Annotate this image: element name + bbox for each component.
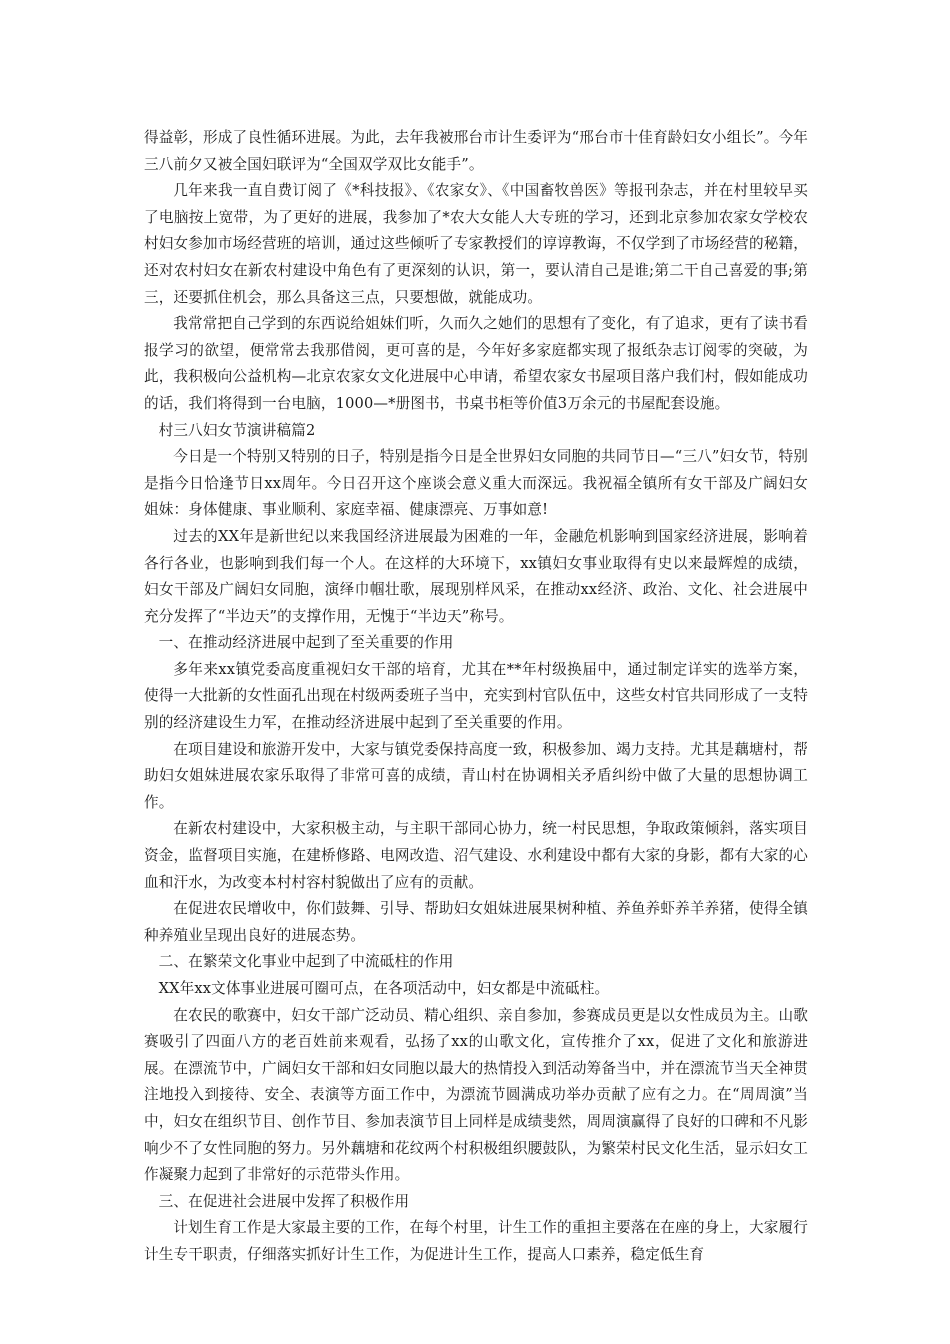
subheading: 二、在繁荣文化事业中起到了中流砥柱的作用 [158,953,454,971]
paragraph: 多年来xx镇党委高度重视妇女干部的培育，尤其在**年村级换届中，通过制定详实的选举方案，使得一大批新的女性面孔出现在村级两委班子当中，充实到村官队伍中，这些女村官共同形成了一支特别的经济建设生力军，在推动经济进展中起到了至关重要的作用。 [144,660,808,732]
paragraph: 得益彰，形成了良性循环进展。为此，去年我被邢台市计生委评为“邢台市十佳育龄妇女小组长”。今年三八前夕又被全国妇联评为“全国双学双比女能手”。 [144,129,808,173]
paragraph: 过去的XX年是新世纪以来我国经济进展最为困难的一年，金融危机影响到国家经济进展，影响着各行各业，也影响到我们每一个人。在这样的大环境下，xx镇妇女事业取得有史以来最辉煌的成绩，妇女干部及广阔妇女同胞，演绎巾帼壮歌，展现别样风采，在推动xx经济、政治、文化、社会进展中充分发挥了“半边天”的支撑作用，无愧于“半边天”称号。 [144,527,808,625]
subheading: 一、在推动经济进展中起到了至关重要的作用 [158,634,454,652]
paragraph: XX年xx文体事业进展可圈可点，在各项活动中，妇女都是中流砥柱。 [158,980,610,997]
paragraph: 今日是一个特别又特别的日子，特别是指今日是全世界妇女同胞的共同节日—“三八”妇女节，特别是指今日恰逢节日xx周年。今日召开这个座谈会意义重大而深远。我祝福全镇所有女干部及广阔妇女姐妹：身体健康、事业顺利、家庭幸福、健康漂亮、万事如意! [144,448,808,519]
subheading: 三、在促进社会进展中发挥了积极作用 [158,1192,410,1210]
paragraph: 在新农村建设中，大家积极主动，与主职干部同心协力，统一村民思想，争取政策倾斜，落实项目资金，监督项目实施，在建桥修路、电网改造、沼气建设、水利建设中都有大家的身影，都有大家的心血和汗水，为改变本村村容村貌做出了应有的贡献。 [144,820,808,891]
paragraph: 我常常把自己学到的东西说给姐妹们听，久而久之她们的思想有了变化，有了追求，更有了读书看报学习的欲望，便常常去我那借阅，更可喜的是，今年好多家庭都实现了报纸杂志订阅零的突破，为此，我积极向公益机构—北京农家女文化进展中心申请，希望农家女书屋项目落户我们村，假如能成功的话，我们将得到一台电脑，1000—*册图书，书桌书柜等价值3万余元的书屋配套设施。 [144,315,808,412]
paragraph: 计划生育工作是大家最主要的工作，在每个村里，计生工作的重担主要落在在座的身上，大家履行计生专干职责，仔细落实抓好计生工作，为促进计生工作，提高人口素养，稳定低生育 [144,1219,808,1263]
section-title: 村三八妇女节演讲稿篇2 [158,421,316,439]
paragraph: 几年来我一直自费订阅了《*科技报》、《农家女》、《中国畜牧兽医》等报刊杂志，并在村里较早买了电脑按上宽带，为了更好的进展，我参加了*农大女能人大专班的学习，还到北京参加农家女学校农村妇女参加市场经营班的培训，通过这些倾听了专家教授们的谆谆教诲，不仅学到了市场经营的秘籍，还对农村妇女在新农村建设中角色有了更深刻的认识，第一，要认清自己是谁;第二干自己喜爱的事;第三，还要抓住机会，那么具备这三点，只要想做，就能成功。 [144,182,808,306]
document-body [144,125,808,1269]
paragraph: 在项目建设和旅游开发中，大家与镇党委保持高度一致，积极参加、竭力支持。尤其是藕塘村，帮助妇女姐妹进展农家乐取得了非常可喜的成绩，青山村在协调相关矛盾纠纷中做了大量的思想协调工作。 [144,740,808,811]
paragraph: 在农民的歌赛中，妇女干部广泛动员、精心组织、亲自参加，参赛成员更是以女性成员为主。山歌赛吸引了四面八方的老百姓前来观看，弘扬了xx的山歌文化，宣传推介了xx，促进了文化和旅游进展。在漂流节中，广阔妇女干部和妇女同胞以最大的热情投入到活动筹备当中，并在漂流节当天全神贯注地投入到接待、安全、表演等方面工作中，为漂流节圆满成功举办贡献了应有之力。在“周周演”当中，妇女在组织节目、创作节目、参加表演节目上同样是成绩斐然，周周演赢得了良好的口碑和不凡影响少不了女性同胞的努力。另外藕塘和花纹两个村积极组织腰鼓队，为繁荣村民文化生活，显示妇女工作凝聚力起到了非常好的示范带头作用。 [144,1006,808,1184]
paragraph: 在促进农民增收中，你们鼓舞、引导、帮助妇女姐妹进展果树种植、养鱼养虾养羊养猪，使得全镇种养殖业呈现出良好的进展态势。 [144,900,808,944]
